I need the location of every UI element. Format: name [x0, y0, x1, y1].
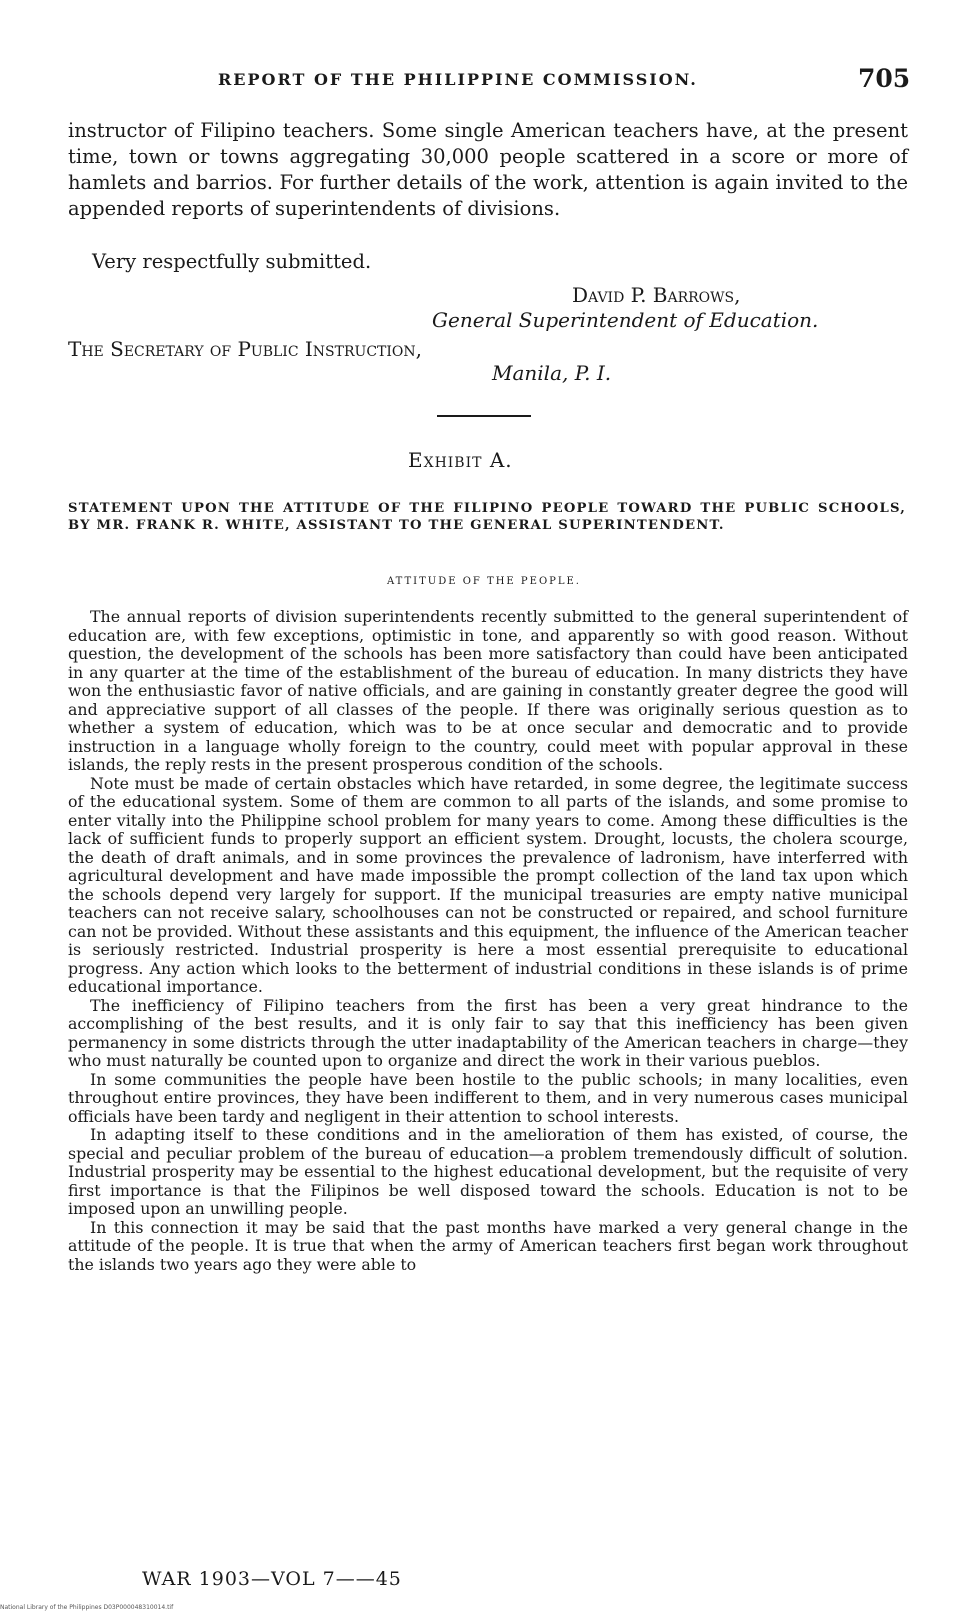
- addressee: The Secretary of Public Instruction,: [68, 337, 422, 361]
- body-paragraph: In adapting itself to these conditions and in the amelioration of them has existed, of course, the special and peculiar problem of the bureau of education—a problem tremendously difficult of solution. Industrial prosperity may be essential to the highest educational development, but the requisite of very first importance is that the Filipinos be well disposed toward the schools. Education is not to be imposed upon an unwilling people.: [68, 1125, 908, 1218]
- section-divider: [437, 415, 531, 417]
- body-paragraph: Note must be made of certain obstacles which have retarded, in some degree, the legitimate success of the educational system. Some of them are common to all parts of the islands, and some promise to enter vitally into the Philippine school problem for many years to come. Among these difficulties is the lack of sufficient funds to properly support an efficient system. Drought, locusts, the cholera scourge, the death of draft animals, and in some provinces the prevalence of ladronism, have interferred with agricultural development and have made impossible the prompt collection of the land tax upon which the schools depend very largely for support. If the municipal treasuries are empty native municipal teachers can not receive salary, schoolhouses can not be constructed or repaired, and school furniture can not be provided. Without these assistants and this equipment, the influence of the American teacher is seriously restricted. Industrial prosperity is here a most essential prerequisite to educational progress. Any action which looks to the betterment of industrial conditions in these islands is of prime educational importance.: [68, 773, 908, 996]
- signer-title: General Superintendent of Education.: [432, 308, 819, 332]
- letter-closing-paragraph: instructor of Filipino teachers. Some single American teachers have, at the present time, town or towns aggregating 30,000 people scattered in a score or more of hamlets and barrios. For further details of the work, attention is again invited to the appended reports of superintendents of divisions.: [68, 119, 908, 220]
- section-heading: ATTITUDE OF THE PEOPLE.: [386, 576, 581, 587]
- body-paragraph: The inefficiency of Filipino teachers from the first has been a very great hindrance to the accomplishing of the best results, and it is only fair to say that this inefficiency has been given permanency in some districts through the utter inadaptability of the American teachers in charge—they who must naturally be counted upon to organize and direct the work in their various pueblos.: [68, 995, 908, 1070]
- body-paragraph: In some communities the people have been hostile to the public schools; in many localities, even throughout entire provinces, they have been indifferent to them, and in very numerous cases municipal officials have been tardy and negligent in their attention to school interests.: [68, 1069, 908, 1126]
- exhibit-title: Exhibit A.: [408, 448, 513, 472]
- page-number: 705: [858, 64, 911, 93]
- valediction: Very respectfully submitted.: [92, 250, 372, 273]
- running-title: REPORT OF THE PHILIPPINE COMMISSION.: [218, 70, 698, 89]
- body-paragraph: In this connection it may be said that the past months have marked a very general change in the attitude of the people. It is true that when the army of American teachers first began work throughout the islands two years ago they were able to: [68, 1217, 908, 1274]
- signer-name: David P. Barrows,: [572, 283, 741, 307]
- body-paragraph: The annual reports of division superintendents recently submitted to the general superintendent of education are, with few exceptions, optimistic in tone, and apparently so with good reason. Without question, the development of the schools has been more satisfactory than could have been anticipated in any quarter at the time of the establishment of the bureau of education. In many districts they have won the enthusiastic favor of native officials, and are gaining in constantly greater degree the good will and appreciative support of all classes of the people. If there was originally serious question as to whether a system of education, which was to be at once secular and democratic and to provide instruction in a language wholly foreign to the country, could meet with popular approval in these islands, the reply rests in the present prosperous condition of the schools.: [68, 607, 908, 774]
- printer-signature-line: WAR 1903—VOL 7——45: [142, 1568, 402, 1590]
- scan-credit: National Library of the Philippines D03P000048310014.tif: [0, 1604, 174, 1611]
- body-text: [68, 608, 908, 1274]
- statement-heading: STATEMENT UPON THE ATTITUDE OF THE FILIPINO PEOPLE TOWARD THE PUBLIC SCHOOLS, BY MR. FRANK R. WHITE, ASSISTANT TO THE GENERAL SUPERINTENDENT.: [68, 501, 906, 533]
- addressee-place: Manila, P. I.: [492, 361, 612, 385]
